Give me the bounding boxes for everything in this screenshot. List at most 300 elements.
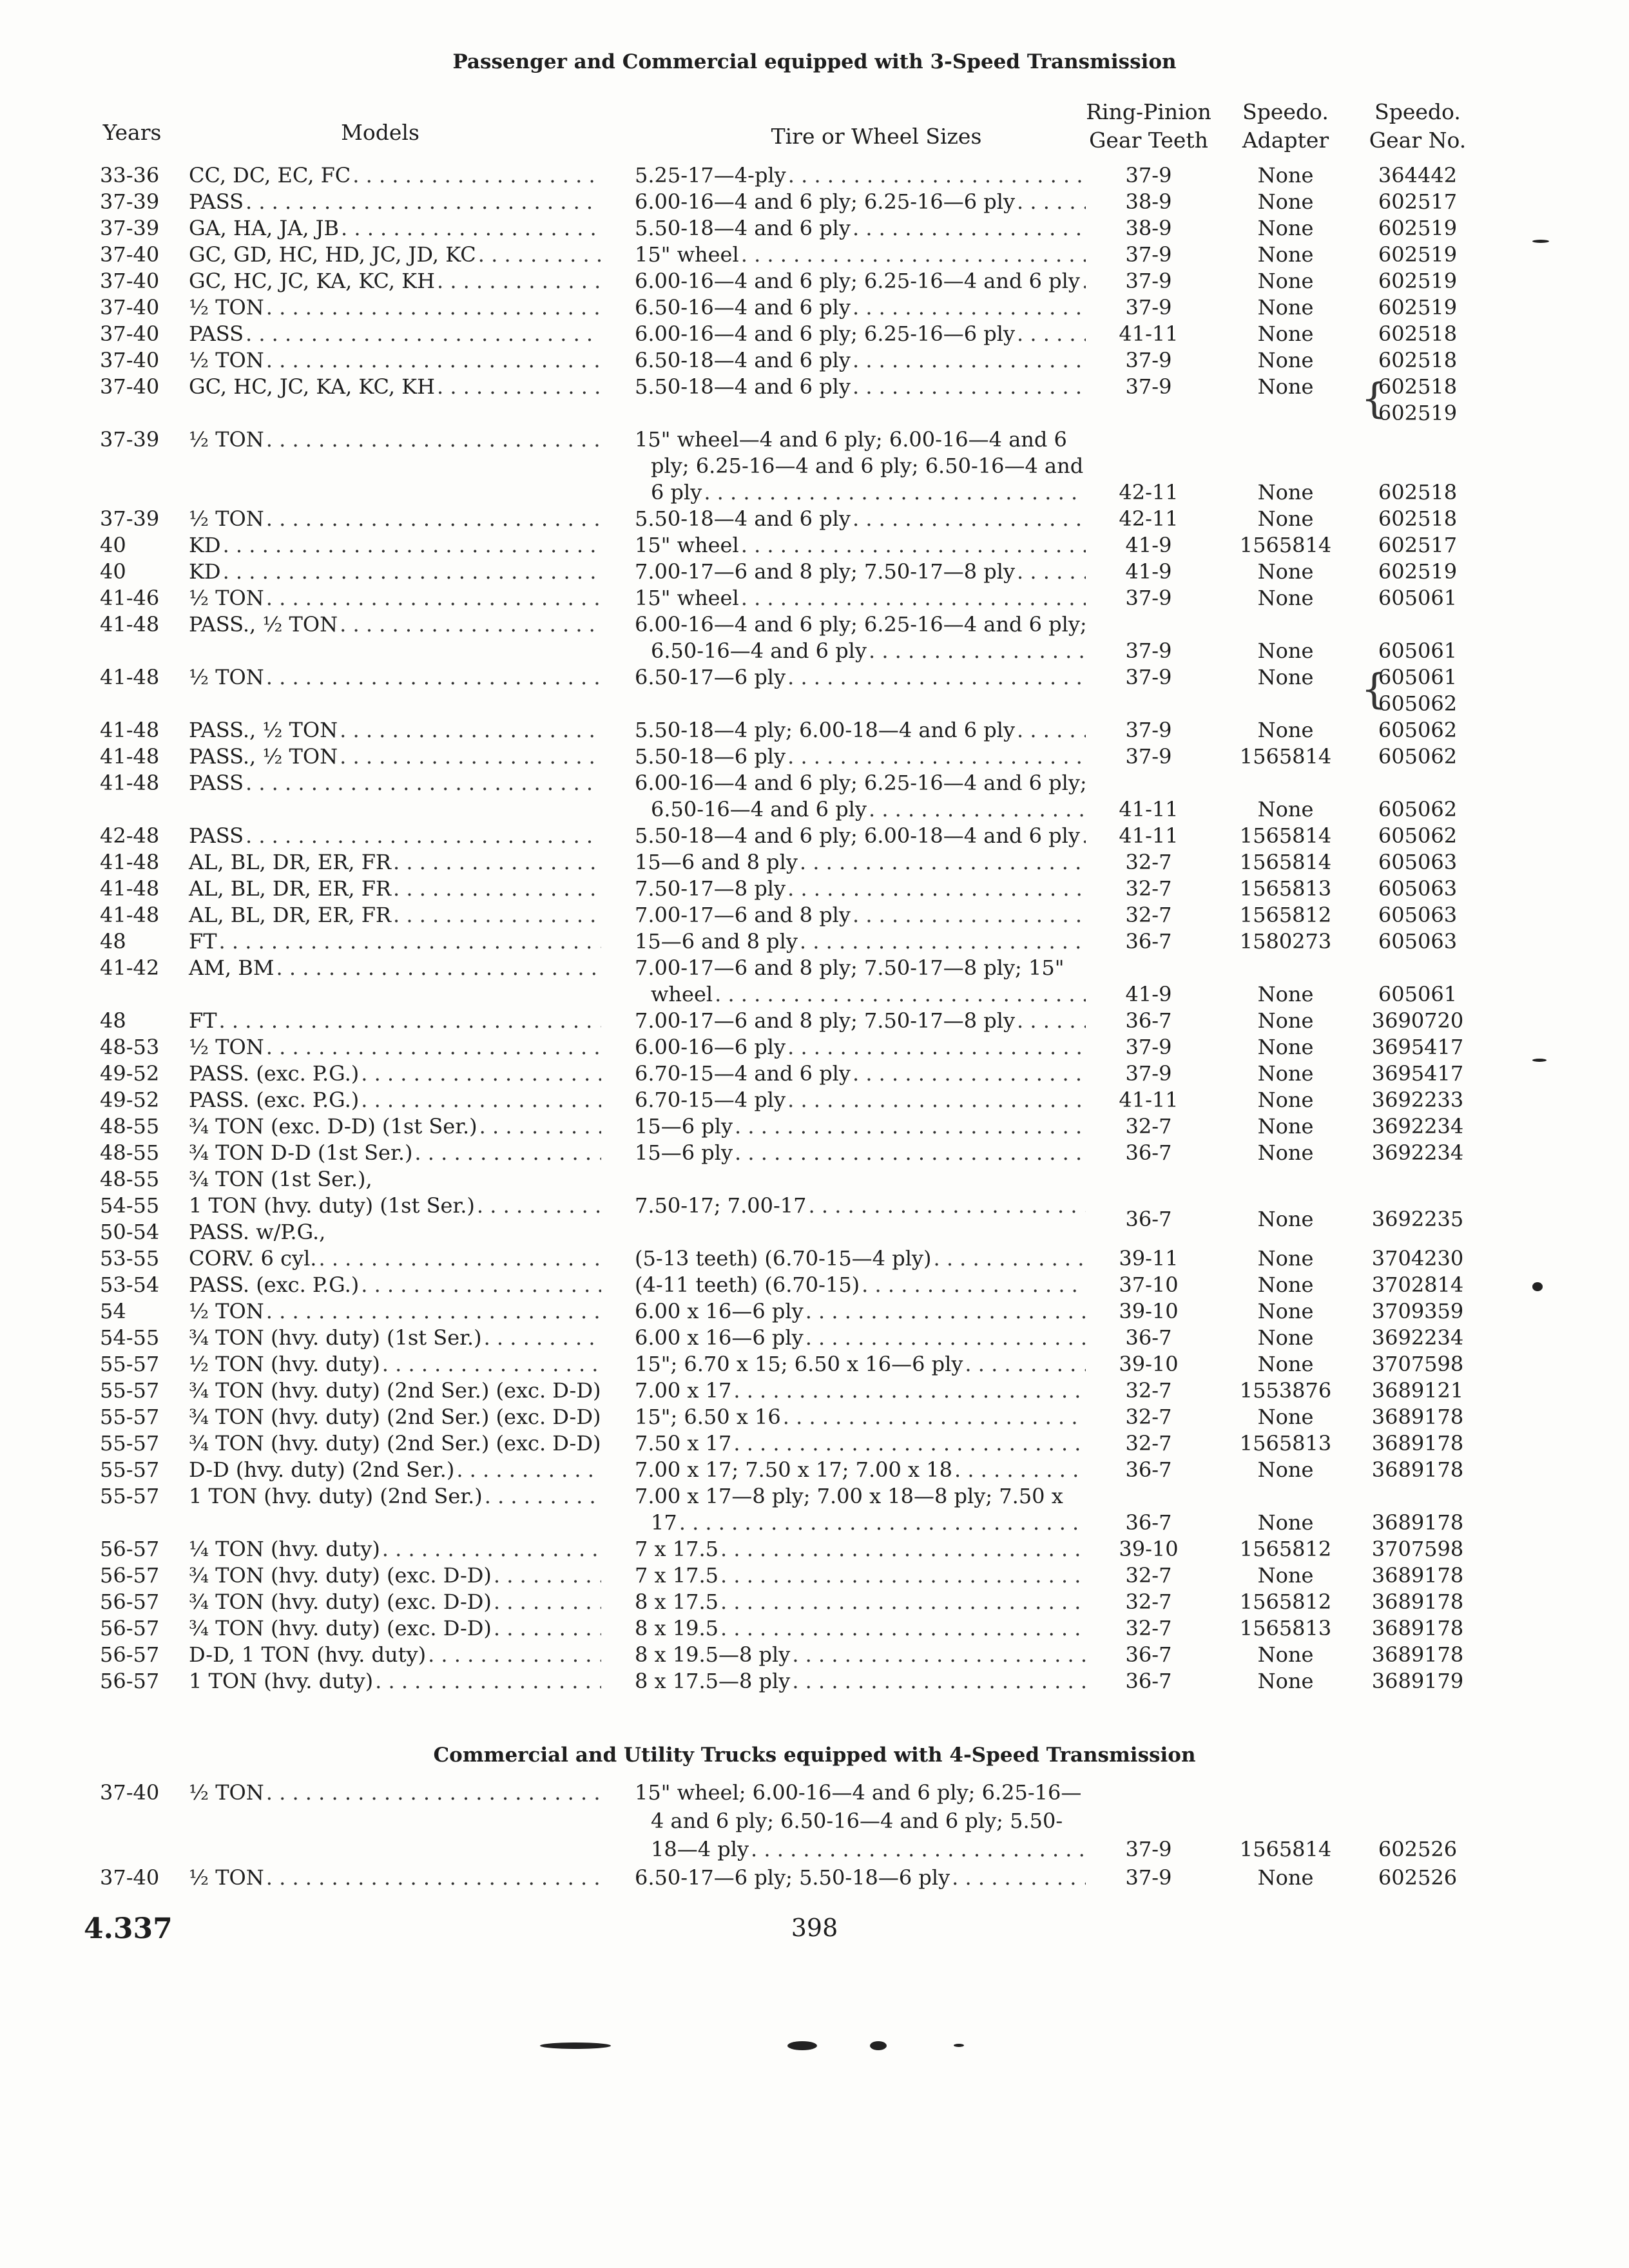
row-speedo-adapter: None — [1257, 1865, 1314, 1890]
row-speedo-gear: 605063 — [1378, 876, 1458, 901]
header-years: Years — [102, 120, 162, 145]
row-tire-text: 6.70-15—4 ply — [635, 1088, 786, 1112]
row-tire-size — [635, 1325, 1086, 1351]
row-model — [189, 1404, 601, 1430]
table-row — [0, 849, 1629, 876]
row-ring-pinion: 36-7 — [1125, 1642, 1172, 1667]
row-ring-pinion: 37-9 — [1125, 163, 1172, 187]
row-years: 48 — [100, 929, 126, 954]
row-model — [189, 1457, 601, 1483]
row-ring-pinion: 32-7 — [1125, 1378, 1172, 1403]
row-model-text: FT — [189, 1008, 217, 1033]
row-tire-text: 7 x 17.5 — [635, 1537, 718, 1561]
row-years: 54 — [100, 1299, 126, 1323]
row-model-text: 1 TON (hvy. duty) (1st Ser.) — [189, 1193, 475, 1218]
table-row — [0, 902, 1629, 928]
leader-dots — [246, 321, 601, 347]
row-speedo-gear: 364442 — [1378, 163, 1458, 187]
row-years: 48-55 — [100, 1167, 160, 1191]
row-speedo-adapter: None — [1257, 1563, 1314, 1588]
table-row — [0, 1325, 1629, 1351]
row-years: 37-40 — [100, 242, 160, 267]
row-years: 37-40 — [100, 348, 160, 372]
leader-dots — [720, 1536, 1086, 1562]
table-row — [0, 1113, 1629, 1140]
row-speedo-gear-alt: 605062 — [1378, 691, 1458, 716]
row-model — [189, 955, 601, 981]
row-speedo-gear: 3707598 — [1371, 1537, 1464, 1561]
row-speedo-adapter: None — [1257, 1405, 1314, 1429]
row-model — [189, 1272, 601, 1298]
leader-dots — [494, 1562, 601, 1589]
row-model-text: ½ TON — [189, 586, 264, 610]
leader-dots — [853, 294, 1086, 321]
row-years: 41-48 — [100, 876, 160, 901]
row-ring-pinion: 37-9 — [1125, 1837, 1172, 1861]
leader-dots — [266, 585, 601, 611]
header-ring-pinion-line1: Ring-Pinion — [1086, 99, 1211, 124]
row-model-text: FT — [189, 929, 217, 954]
row-speedo-adapter: None — [1257, 1008, 1314, 1033]
leader-dots — [741, 242, 1086, 268]
leader-dots — [787, 664, 1086, 691]
table-row — [0, 585, 1629, 611]
row-model — [189, 1351, 601, 1378]
row-model — [189, 1061, 601, 1087]
row-years: 56-57 — [100, 1669, 160, 1693]
row-tire-size — [635, 1615, 1086, 1642]
leader-dots — [1017, 559, 1086, 585]
table-row — [0, 1615, 1629, 1642]
row-speedo-gear: 605061 — [1378, 586, 1458, 610]
row-tire-size — [635, 1536, 1086, 1562]
row-speedo-gear: 605061 — [1378, 639, 1458, 663]
row-tire-size — [635, 1113, 1086, 1140]
leader-dots — [720, 1615, 1086, 1642]
row-years: 48-55 — [100, 1114, 160, 1139]
row-speedo-adapter: None — [1257, 1642, 1314, 1667]
leader-dots — [266, 427, 601, 453]
row-speedo-gear: 605063 — [1378, 929, 1458, 954]
leader-dots — [869, 638, 1086, 664]
row-years: 54-55 — [100, 1193, 160, 1218]
row-model — [189, 902, 601, 928]
leader-dots — [494, 1615, 601, 1642]
row-speedo-gear: 3692234 — [1371, 1114, 1464, 1139]
row-speedo-adapter: None — [1257, 163, 1314, 187]
row-model-text: GA, HA, JA, JB — [189, 216, 339, 240]
row-speedo-adapter: None — [1257, 1061, 1314, 1086]
row-years: 41-48 — [100, 744, 160, 769]
row-tire-size — [635, 321, 1086, 347]
row-tire-text: 15"; 6.70 x 15; 6.50 x 16—6 ply — [635, 1352, 963, 1376]
row-speedo-adapter: None — [1257, 295, 1314, 320]
row-tire-size — [635, 347, 1086, 374]
row-model — [189, 1615, 601, 1642]
row-model-text: ½ TON — [189, 1780, 264, 1805]
row-ring-pinion: 37-9 — [1125, 295, 1172, 320]
row-speedo-adapter: None — [1257, 1510, 1314, 1535]
row-years: 37-39 — [100, 427, 160, 452]
row-tire-text: 6.00 x 16—6 ply — [635, 1325, 804, 1350]
leader-dots — [361, 1272, 601, 1298]
row-tire-size — [635, 1562, 1086, 1589]
row-speedo-gear: 3689179 — [1371, 1669, 1464, 1693]
table-row — [0, 1140, 1629, 1166]
row-model — [189, 664, 601, 691]
row-model-text: D-D, 1 TON (hvy. duty) — [189, 1642, 427, 1667]
row-speedo-adapter: None — [1257, 982, 1314, 1006]
row-model — [189, 1562, 601, 1589]
row-tire-size — [635, 876, 1086, 902]
header-speedo-gear — [1347, 98, 1489, 155]
row-tire-size — [635, 1008, 1086, 1034]
table-row — [0, 876, 1629, 902]
table-row — [0, 928, 1629, 955]
table-row — [0, 1589, 1629, 1615]
leader-dots — [853, 347, 1086, 374]
leader-dots — [800, 928, 1086, 955]
leader-dots — [805, 1298, 1086, 1325]
leader-dots — [933, 1245, 1086, 1272]
table-row — [0, 1430, 1629, 1457]
leader-dots — [869, 796, 1086, 823]
row-model-text: AL, BL, DR, ER, FR — [189, 850, 391, 874]
row-model — [189, 1140, 601, 1166]
row-model — [189, 1008, 601, 1034]
leader-dots — [485, 1483, 601, 1510]
row-model-text: PASS. (exc. P.G.) — [189, 1061, 360, 1086]
leader-dots — [853, 902, 1086, 928]
row-model — [189, 242, 601, 268]
table-row — [0, 347, 1629, 374]
row-speedo-adapter: None — [1257, 322, 1314, 346]
header-ring-pinion-line2: Gear Teeth — [1089, 128, 1208, 153]
leader-dots — [341, 215, 601, 242]
leader-dots — [393, 876, 601, 902]
row-speedo-gear: 605061 — [1378, 982, 1458, 1006]
scan-mark — [870, 2041, 887, 2050]
row-years: 56-57 — [100, 1616, 160, 1640]
row-ring-pinion: 32-7 — [1125, 1114, 1172, 1139]
row-speedo-adapter: None — [1257, 1140, 1314, 1165]
row-tire-size — [635, 559, 1086, 585]
row-tire-text: 7.00-17—6 and 8 ply; 7.50-17—8 ply; 15" — [635, 956, 1065, 980]
row-ring-pinion: 32-7 — [1125, 1405, 1172, 1429]
row-speedo-gear: 602518 — [1378, 506, 1458, 531]
row-tire-size — [635, 1193, 1086, 1219]
row-tire-text: 7.50-17—8 ply — [635, 876, 786, 901]
row-tire-text: 6 ply — [651, 480, 702, 505]
leader-dots — [352, 162, 601, 189]
leader-dots — [679, 1510, 1086, 1536]
row-model-text: PASS. (exc. P.G.) — [189, 1088, 360, 1112]
leader-dots — [428, 1642, 601, 1668]
row-speedo-gear: 605063 — [1378, 850, 1458, 874]
row-speedo-adapter: None — [1257, 374, 1314, 399]
leader-dots — [704, 479, 1086, 506]
leader-dots — [952, 1865, 1086, 1891]
row-model-text: ¾ TON (hvy. duty) (2nd Ser.) (exc. D-D) — [189, 1405, 601, 1429]
brace-mark: { — [1361, 375, 1387, 423]
row-model-text: KD — [189, 559, 221, 584]
leader-dots — [266, 294, 601, 321]
leader-dots — [361, 1061, 601, 1087]
row-tire-text: 6.00-16—4 and 6 ply; 6.25-16—6 ply — [635, 189, 1016, 214]
row-tire-size — [635, 717, 1086, 744]
leader-dots — [375, 1668, 601, 1695]
row-model — [189, 1430, 601, 1457]
row-tire-size — [635, 374, 1086, 400]
scan-mark — [1532, 1282, 1543, 1291]
row-speedo-gear: 3689121 — [1371, 1378, 1464, 1403]
row-tire-text: (5-13 teeth) (6.70-15—4 ply) — [635, 1246, 932, 1271]
row-speedo-gear: 602526 — [1378, 1837, 1458, 1861]
leader-dots — [437, 374, 601, 400]
row-ring-pinion: 36-7 — [1125, 929, 1172, 954]
row-tire-size — [635, 1457, 1086, 1483]
row-speedo-gear-alt: 602519 — [1378, 401, 1458, 425]
row-ring-pinion: 37-10 — [1119, 1273, 1179, 1297]
row-tire-text: 6.00-16—4 and 6 ply; 6.25-16—6 ply — [635, 322, 1016, 346]
row-model — [189, 1642, 601, 1668]
row-tire-size — [635, 294, 1086, 321]
leader-dots — [478, 242, 601, 268]
row-speedo-adapter: None — [1257, 639, 1314, 663]
header-speedo-adapter — [1218, 98, 1353, 155]
row-tire-text: wheel — [651, 982, 713, 1006]
row-ring-pinion: 42-11 — [1119, 506, 1179, 531]
row-model — [189, 744, 601, 770]
row-ring-pinion: 37-9 — [1125, 665, 1172, 689]
row-model — [189, 1298, 601, 1325]
row-years: 37-39 — [100, 216, 160, 240]
leader-dots — [266, 1034, 601, 1061]
row-years: 55-57 — [100, 1378, 160, 1403]
row-speedo-gear: 3695417 — [1371, 1035, 1464, 1059]
row-tire-text: 5.50-18—4 and 6 ply — [635, 216, 851, 240]
row-years: 37-40 — [100, 295, 160, 320]
leader-dots — [741, 532, 1086, 559]
row-speedo-gear: 602518 — [1378, 374, 1458, 399]
leader-dots — [1017, 717, 1086, 744]
row-model-text: GC, HC, JC, KA, KC, KH — [189, 269, 435, 293]
row-years: 41-48 — [100, 718, 160, 742]
row-tire-text: 6.70-15—4 and 6 ply — [635, 1061, 851, 1086]
table-row — [0, 189, 1629, 215]
row-tire-size — [635, 1668, 1086, 1695]
row-years: 48 — [100, 1008, 126, 1033]
row-years: 56-57 — [100, 1537, 160, 1561]
row-tire-text: 15"; 6.50 x 16 — [635, 1405, 781, 1429]
row-tire-text: 6.50-17—6 ply — [635, 665, 786, 689]
row-model-text: D-D (hvy. duty) (2nd Ser.) — [189, 1457, 455, 1482]
table-row — [0, 532, 1629, 559]
row-speedo-gear: 605062 — [1378, 718, 1458, 742]
row-model — [189, 268, 601, 294]
row-ring-pinion: 42-11 — [1119, 480, 1179, 505]
row-speedo-gear: 602526 — [1378, 1865, 1458, 1890]
row-speedo-gear: 602519 — [1378, 242, 1458, 267]
row-tire-text: 7.50-17; 7.00-17 — [635, 1193, 807, 1218]
row-years: 54-55 — [100, 1325, 160, 1350]
row-model — [189, 1219, 601, 1245]
row-speedo-adapter: None — [1257, 1352, 1314, 1376]
row-ring-pinion: 36-7 — [1125, 1669, 1172, 1693]
table-row — [0, 744, 1629, 770]
row-tire-size — [635, 162, 1086, 189]
row-tire-size — [651, 479, 1086, 506]
row-tire-size — [635, 744, 1086, 770]
row-ring-pinion: 37-9 — [1125, 1865, 1172, 1890]
table-row — [0, 1351, 1629, 1378]
table-row — [0, 1298, 1629, 1325]
row-ring-pinion: 37-9 — [1125, 639, 1172, 663]
table-row — [0, 664, 1629, 716]
row-tire-size — [635, 1430, 1086, 1457]
row-model-text: PASS. (exc. P.G.) — [189, 1273, 360, 1297]
row-tire-text: 15" wheel — [635, 586, 739, 610]
row-model-text: ½ TON — [189, 295, 264, 320]
table-row — [0, 1483, 1629, 1536]
table-row — [0, 1780, 1629, 1865]
row-speedo-gear: 3689178 — [1371, 1457, 1464, 1482]
row-model — [189, 1668, 601, 1695]
leader-dots — [266, 1865, 601, 1891]
row-model-text: PASS — [189, 322, 244, 346]
table-row — [0, 1008, 1629, 1034]
table-row — [0, 611, 1629, 664]
row-tire-text: 15" wheel — [635, 242, 739, 267]
row-model — [189, 427, 601, 453]
row-model — [189, 1483, 601, 1510]
row-ring-pinion: 38-9 — [1125, 216, 1172, 240]
section-1-title: Passenger and Commercial equipped with 3-Speed Transmission — [452, 50, 1177, 73]
row-speedo-adapter: 1565814 — [1239, 744, 1332, 769]
leader-dots — [735, 1140, 1086, 1166]
row-speedo-gear: 3692234 — [1371, 1140, 1464, 1165]
row-speedo-gear: 3689178 — [1371, 1405, 1464, 1429]
row-ring-pinion: 41-11 — [1119, 322, 1179, 346]
row-years: 37-39 — [100, 189, 160, 214]
row-model-text: PASS — [189, 823, 244, 848]
row-ring-pinion: 36-7 — [1125, 1140, 1172, 1165]
row-speedo-adapter: 1565812 — [1239, 1590, 1332, 1614]
row-tire-text: ply; 6.25-16—4 and 6 ply; 6.50-16—4 and — [651, 454, 1084, 478]
row-tire-text: 6.00-16—4 and 6 ply; 6.25-16—4 and 6 ply; — [635, 771, 1087, 795]
row-model-text: AL, BL, DR, ER, FR — [189, 903, 391, 927]
leader-dots — [246, 770, 601, 796]
row-speedo-gear: 602518 — [1378, 322, 1458, 346]
row-ring-pinion: 41-9 — [1125, 559, 1172, 584]
leader-dots — [223, 532, 601, 559]
scan-mark — [540, 2042, 611, 2049]
table-row — [0, 823, 1629, 849]
leader-dots — [382, 1351, 601, 1378]
header-gear-line2: Gear No. — [1369, 128, 1467, 153]
row-speedo-gear: 3695417 — [1371, 1061, 1464, 1086]
leader-dots — [340, 611, 601, 638]
row-speedo-gear: 602518 — [1378, 348, 1458, 372]
table-row — [0, 1087, 1629, 1113]
leader-dots — [733, 1430, 1086, 1457]
row-speedo-adapter: None — [1257, 559, 1314, 584]
row-model-text: PASS. w/P.G., — [189, 1220, 326, 1244]
table-row — [0, 294, 1629, 321]
table-row — [0, 321, 1629, 347]
leader-dots — [456, 1457, 601, 1483]
row-tire-text: (4-11 teeth) (6.70-15) — [635, 1273, 860, 1297]
row-speedo-gear: 3692234 — [1371, 1325, 1464, 1350]
row-tire-size — [635, 189, 1086, 215]
leader-dots — [340, 717, 601, 744]
row-model-text: ½ TON — [189, 506, 264, 531]
row-model-text: ¾ TON (hvy. duty) (exc. D-D) — [189, 1616, 492, 1640]
leader-dots — [477, 1193, 601, 1219]
row-years: 56-57 — [100, 1590, 160, 1614]
leader-dots — [805, 1325, 1086, 1351]
row-ring-pinion: 39-10 — [1119, 1299, 1179, 1323]
leader-dots — [751, 1836, 1086, 1863]
row-ring-pinion: 32-7 — [1125, 850, 1172, 874]
row-ring-pinion: 37-9 — [1125, 586, 1172, 610]
row-model — [189, 1113, 601, 1140]
row-years: 55-57 — [100, 1457, 160, 1482]
row-speedo-adapter: None — [1257, 242, 1314, 267]
row-tire-size — [635, 1589, 1086, 1615]
row-tire-text: 5.50-18—6 ply — [635, 744, 786, 769]
leader-dots — [276, 955, 602, 981]
row-ring-pinion: 37-9 — [1125, 269, 1172, 293]
row-model — [189, 506, 601, 532]
leader-dots — [1017, 189, 1086, 215]
table-row — [0, 559, 1629, 585]
row-model-text: ½ TON — [189, 1035, 264, 1059]
row-ring-pinion: 37-9 — [1125, 348, 1172, 372]
row-model — [189, 1589, 601, 1615]
row-tire-text: 18—4 ply — [651, 1837, 749, 1861]
row-model — [189, 1193, 601, 1219]
header-adapter-line2: Adapter — [1242, 128, 1329, 153]
row-model — [189, 347, 601, 374]
header-models: Models — [341, 120, 419, 145]
row-model-text: PASS., ½ TON — [189, 744, 338, 769]
row-years: 41-48 — [100, 903, 160, 927]
row-model-text: PASS., ½ TON — [189, 718, 338, 742]
row-model-text: ¾ TON D-D (1st Ser.) — [189, 1140, 413, 1165]
row-model — [189, 1087, 601, 1113]
row-model — [189, 189, 601, 215]
row-tire-text: 6.50-16—4 and 6 ply — [651, 797, 867, 822]
row-model — [189, 611, 601, 638]
row-speedo-adapter: 1565814 — [1239, 1837, 1332, 1861]
row-model-text: GC, GD, HC, HD, JC, JD, KC — [189, 242, 476, 267]
table-row — [0, 1536, 1629, 1562]
row-tire-text: 6.50-16—4 and 6 ply — [651, 639, 867, 663]
row-ring-pinion: 37-9 — [1125, 374, 1172, 399]
table-row — [0, 1668, 1629, 1695]
scan-mark — [1532, 240, 1549, 243]
leader-dots — [437, 268, 601, 294]
row-model — [189, 1780, 601, 1806]
row-ring-pinion: 32-7 — [1125, 1431, 1172, 1456]
row-speedo-adapter: 1565814 — [1239, 533, 1332, 557]
leader-dots — [792, 1668, 1086, 1695]
row-speedo-adapter: None — [1257, 269, 1314, 293]
row-model-text: ½ TON — [189, 1865, 264, 1890]
leader-dots — [340, 744, 601, 770]
row-tire-text: 7.00-17—6 and 8 ply; 7.50-17—8 ply — [635, 1008, 1016, 1033]
